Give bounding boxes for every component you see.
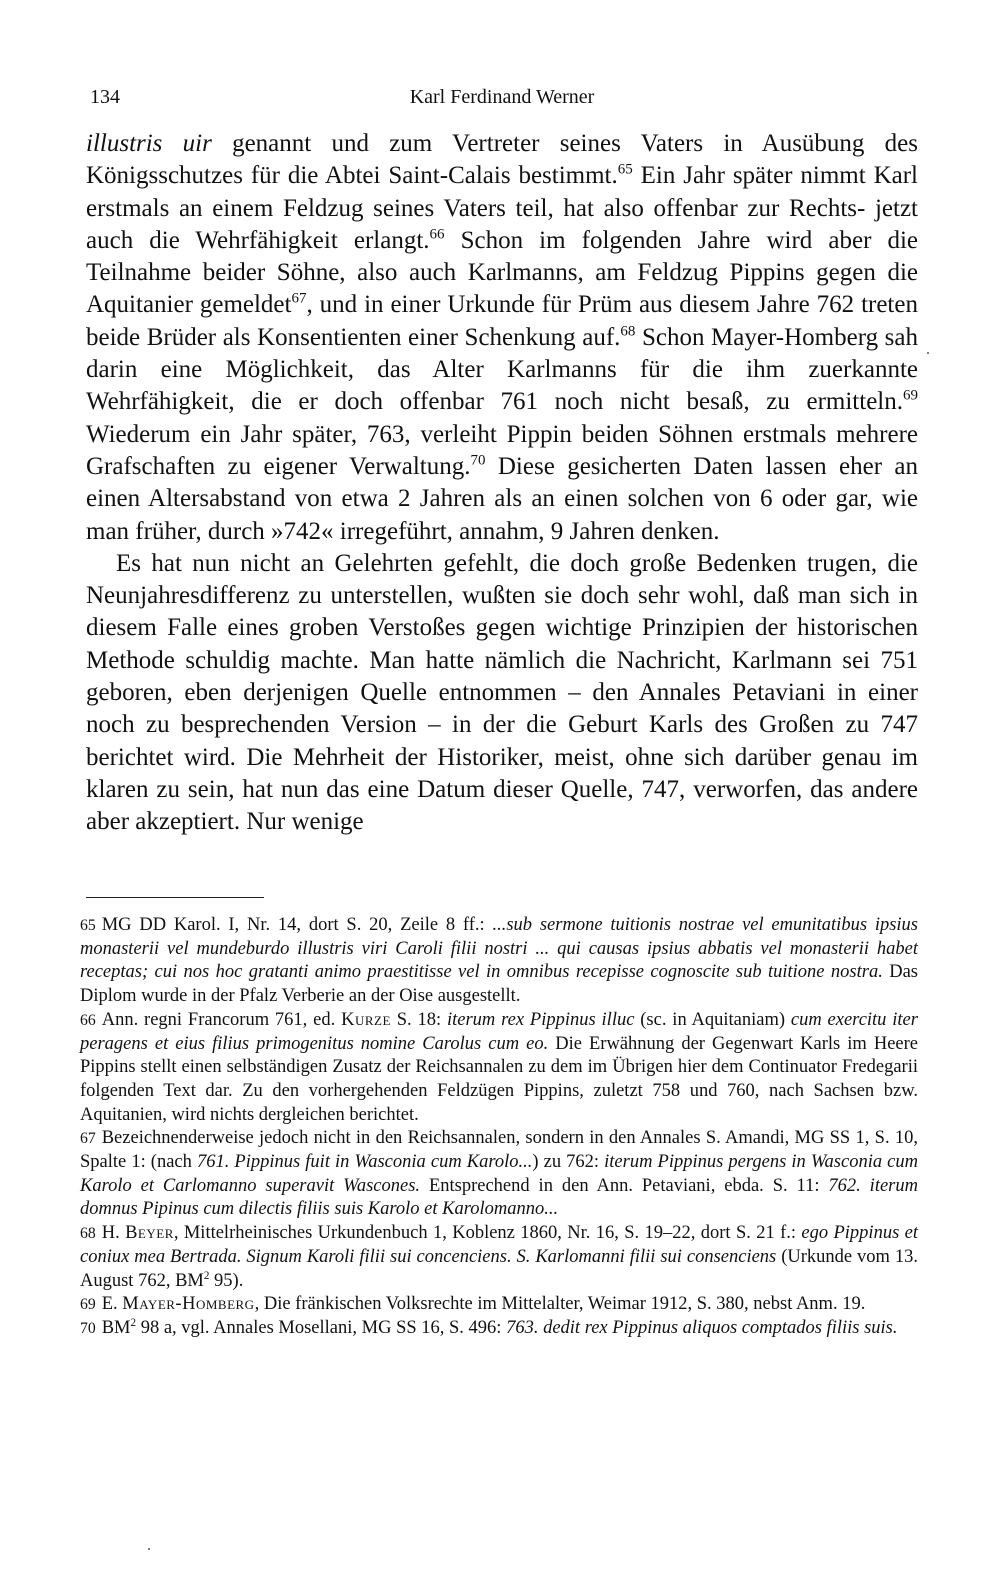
text-run: genannt und zum Vertreter seines Vaters in Ausübung des Königsschutzes für die Abtei Saint-Calais bestimmt. [86,130,918,190]
italic-text: ego Pippinus et coniux mea Bertrada. Signum Karoli filii sui concenciens. S. Karlomanni filii sui consenciens [80,1223,918,1267]
footnote-reference: 66 [429,226,445,243]
footnote [80,1127,918,1222]
footnote [80,1009,918,1128]
scan-speck [148,1548,150,1550]
text-run: Das Diplom wurde in der Pfalz Verberie an der Oise ausgestellt. [80,962,918,1007]
italic-text: 762. iterum domnus Pipinus cum dilectis filiis suis Karolo et Karolomanno... [80,1175,918,1220]
text-run: ) zu 762: [532,1152,605,1173]
body-text [86,128,918,839]
text-run: Ein Jahr später nimmt Karl erstmals an einem Feldzug seines Vaters teil, hat also offenbar zur Rechts- jetzt auch die Wehrfähigkeit erlangt. [86,162,918,254]
footnote [80,1222,918,1293]
italic-text: illustris uir [86,130,212,157]
italic-text: 763. dedit rex Pippinus aliquos comptados filiis suis. [506,1317,898,1338]
italic-text: ...sub sermone tuitionis nostrae vel emunitatibus ipsius monasterii vel mundeburdo illustris viri Caroli filii nostri ... qui causas ipsius abbatis vel monasterii habet receptas; cui nos hoc gratanti animo praestitisse vel in omnibus recepisse cognoscite sub tuitione nostra. [80,915,918,983]
text-run: , Mittelrheinisches Urkundenbuch 1, Koblenz 1860, Nr. 16, S. 19–22, dort S. 21 f.: [173,1223,802,1244]
scan-speck [927,352,929,354]
text-run: 95). [209,1270,244,1291]
text-run: Entsprechend in den Ann. Petaviani, ebda. S. 11: [420,1175,829,1196]
italic-text: iterum rex Pippinus illuc [446,1009,635,1030]
text-run: E. [101,1294,123,1315]
text-run: Wiederum ein Jahr später, 763, verleiht Pippin beiden Söhnen erstmals mehrere Grafschaften zu eigener Verwaltung. [86,420,918,480]
footnote-reference: 69 [903,388,918,405]
text-run: Schon im folgenden Jahre wird aber die Teilnahme beider Söhne, also auch Karlmanns, am Feldzug Pippins gegen die Aquitanier gemeldet [86,226,918,319]
footnote-reference: 70 [470,452,486,469]
text-run: , und in einer Urkunde für Prüm aus diesem Jahre 762 treten beide Brüder als Konsentienten einer Schenkung auf. [86,291,918,351]
footnote-reference: 2 [130,1316,137,1329]
text-run: Es hat nun nicht an Gelehrten gefehlt, die doch große Bedenken trugen, die Neunjahresdifferenz zu unterstellen, wußten sie doch sehr wohl, daß man sich in diesem Falle eines groben Verstoßes gegen wichtige Prinzipien der historischen Methode schuldig machte. Man hatte nämlich die Nachricht, Karlmann sei 751 geboren, eben derjenigen Quelle entnommen – den Annales Petaviani in einer noch zu besprechenden Version – in der die Geburt Karls des Großen zu 747 berichtet wird. Die Mehrheit der Historiker, meist, ohne sich darüber genau im klaren zu sein, hat nun das eine Datum dieser Quelle, 747, verworfen, das andere aber akzeptiert. Nur wenige [86,549,918,836]
footnote-number: 70 [80,1319,96,1337]
footnote-number: 65 [80,917,96,934]
italic-text: 761. Pippinus fuit in Wasconia cum Karolo... [196,1152,533,1173]
italic-text: cum exercitu iter peragens et eius filius primogenitus nomine Carolus cum eo. [80,1009,918,1054]
text-run: BM [101,1317,131,1338]
footnote [80,1293,918,1317]
author-name: Mayer-Homberg [122,1294,255,1315]
footnote [80,1317,918,1341]
paragraph [86,548,918,839]
text-run: MG DD Karol. I, Nr. 14, dort S. 20, Zeile 8 ff.: [101,915,493,935]
footnote-reference: 65 [617,161,633,178]
running-head [86,86,918,116]
footnote-reference: 2 [203,1269,210,1282]
text-run: (Urkunde vom 13. August 762, BM [80,1246,918,1291]
footnote-number: 68 [80,1225,96,1243]
footnote-number: 67 [80,1130,96,1148]
italic-text: iterum Pippinus pergens in Wasconia cum Karolo et Carlomanno superavit Wascones. [80,1152,919,1196]
text-run: H. [101,1223,126,1244]
text-run: Diese gesicherten Daten lassen eher an einen Altersabstand von etwa 2 Jahren als an einen solchen von 6 oder gar, wie man früher, durch »742« irregeführt, annahm, 9 Jahren denken. [86,452,919,545]
footnote-separator [86,897,264,898]
footnote-reference: 67 [291,291,307,308]
footnote-reference: 68 [620,323,636,340]
running-title: Karl Ferdinand Werner [409,86,595,108]
text-run: Die Erwähnung der Gegenwart Karls im Heere Pippins stellt einen selbständigen Zusatz der Reichsannalen zu dem im Übrigen hier dem Continuator Fredegarii folgenden Text dar. Zu den vorhergehenden Feldzügen Pippins, zuletzt 758 und 760, nach Sachsen bzw. Aquitanien, wird nichts dergleichen berichtet. [80,1033,918,1125]
text-run: S. 18: [390,1009,447,1030]
text-run: (sc. in Aquitaniam) [634,1009,791,1030]
text-run: 98 a, vgl. Annales Mosellani, MG SS 16, S. 496: [136,1317,507,1338]
paragraph [86,128,918,548]
text-run: , Die fränkischen Volksrechte im Mittelalter, Weimar 1912, S. 380, nebst Anm. 19. [254,1294,866,1315]
text-run: Bezeichnenderweise jedoch nicht in den Reichsannalen, sondern in den Annales S. Amandi, MG SS 1, S. 10, Spalte 1: (nach [80,1128,918,1173]
footnote-number: 69 [80,1296,96,1314]
footnote-number: 66 [80,1011,96,1029]
text-run: Ann. regni Francorum 761, ed. [101,1009,342,1030]
footnote [80,914,918,1009]
author-name: Beyer [125,1223,174,1244]
footnotes [80,914,918,1341]
page-number: 134 [90,86,120,108]
author-name: Kurze [341,1009,391,1030]
text-run: Schon Mayer-Homberg sah darin eine Möglichkeit, das Alter Karlmanns für die ihm zuerkannte Wehrfähigkeit, die er doch offenbar 761 noch nicht besaß, zu ermitteln. [86,323,918,416]
